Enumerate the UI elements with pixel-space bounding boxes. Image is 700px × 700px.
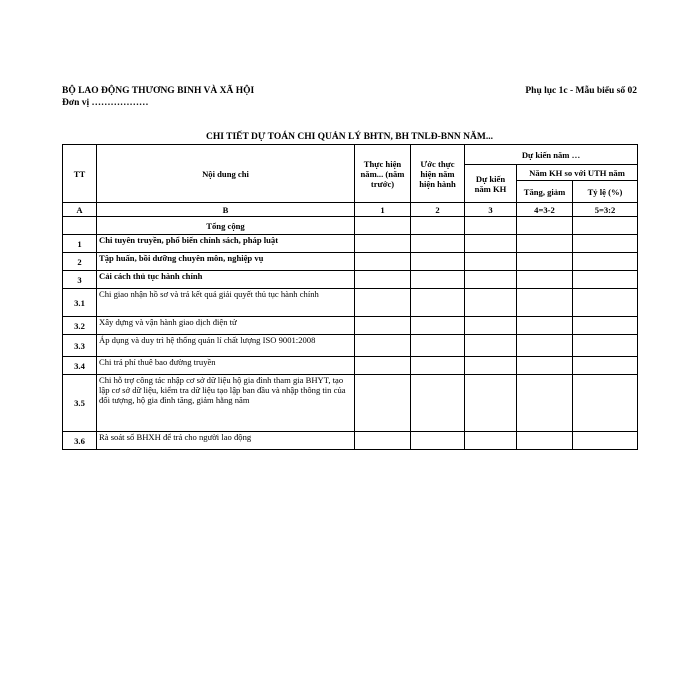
row-content: Chi giao nhận hồ sơ và trả kết quả giải quyết thủ tục hành chính	[97, 289, 355, 317]
row-content: Chi trả phí thuê bao đường truyền	[97, 357, 355, 375]
total-row	[63, 217, 638, 235]
code-cell: 3	[465, 203, 517, 217]
total-label: Tổng cộng	[97, 217, 355, 235]
row-number: 3	[63, 271, 97, 289]
document-title: CHI TIẾT DỰ TOÁN CHI QUẢN LÝ BHTN, BH TNLĐ-BNN NĂM...	[206, 132, 493, 142]
appendix-label: Phụ lục 1c - Mẫu biểu số 02	[525, 86, 637, 96]
row-content: Rà soát sổ BHXH để trả cho người lao động	[97, 432, 355, 450]
header-ratio: Tỷ lệ (%)	[573, 181, 638, 203]
table-row	[63, 432, 638, 450]
row-number: 2	[63, 253, 97, 271]
row-number: 1	[63, 235, 97, 253]
row-number: 3.2	[63, 317, 97, 335]
code-cell: 4=3-2	[517, 203, 573, 217]
header-plan-group: Dự kiến năm …	[465, 145, 638, 165]
row-content: Cải cách thủ tục hành chính	[97, 271, 355, 289]
code-cell: 1	[355, 203, 411, 217]
header-estimate: Ước thực hiện năm hiện hành	[411, 145, 465, 203]
table-row	[63, 289, 638, 317]
row-content: Chi hỗ trợ công tác nhập cơ sở dữ liệu hộ gia đình tham gia BHYT, tạo lập cơ sở dữ liệu, kiểm tra dữ liệu tạo lập ban đầu và nhập thông tin của đối tượng, hộ gia đình tăng, giảm hằng năm	[97, 375, 355, 432]
ministry-name: BỘ LAO ĐỘNG THƯƠNG BINH VÀ XÃ HỘI	[62, 86, 255, 96]
row-content: Áp dụng và duy trì hệ thống quản lí chất lượng ISO 9001:2008	[97, 335, 355, 357]
table-row	[63, 335, 638, 357]
table-row	[63, 271, 638, 289]
header-compare: Năm KH so với UTH năm	[517, 165, 638, 181]
header-tt: TT	[63, 145, 97, 203]
row-content: Chi tuyên truyền, phổ biến chính sách, pháp luật	[97, 235, 355, 253]
row-number: 3.3	[63, 335, 97, 357]
table-row	[63, 317, 638, 335]
row-number: 3.5	[63, 375, 97, 432]
row-number: 3.6	[63, 432, 97, 450]
code-cell: B	[97, 203, 355, 217]
code-cell: 2	[411, 203, 465, 217]
header-actual: Thực hiện năm... (năm trước)	[355, 145, 411, 203]
table-row	[63, 253, 638, 271]
unit-line: Đơn vị ………………	[62, 98, 149, 108]
code-cell: 5=3:2	[573, 203, 638, 217]
column-code-row	[63, 203, 638, 217]
row-content: Xây dựng và vận hành giao dịch điện tử	[97, 317, 355, 335]
row-number: 3.4	[63, 357, 97, 375]
table-row	[63, 357, 638, 375]
code-cell: A	[63, 203, 97, 217]
budget-table	[62, 144, 638, 450]
row-content: Tập huấn, bồi dưỡng chuyên môn, nghiệp vụ	[97, 253, 355, 271]
table-row	[63, 235, 638, 253]
table-row	[63, 375, 638, 432]
header-plan: Dự kiến năm KH	[465, 165, 517, 203]
row-number: 3.1	[63, 289, 97, 317]
header-change: Tăng, giảm	[517, 181, 573, 203]
header-content: Nội dung chi	[97, 145, 355, 203]
